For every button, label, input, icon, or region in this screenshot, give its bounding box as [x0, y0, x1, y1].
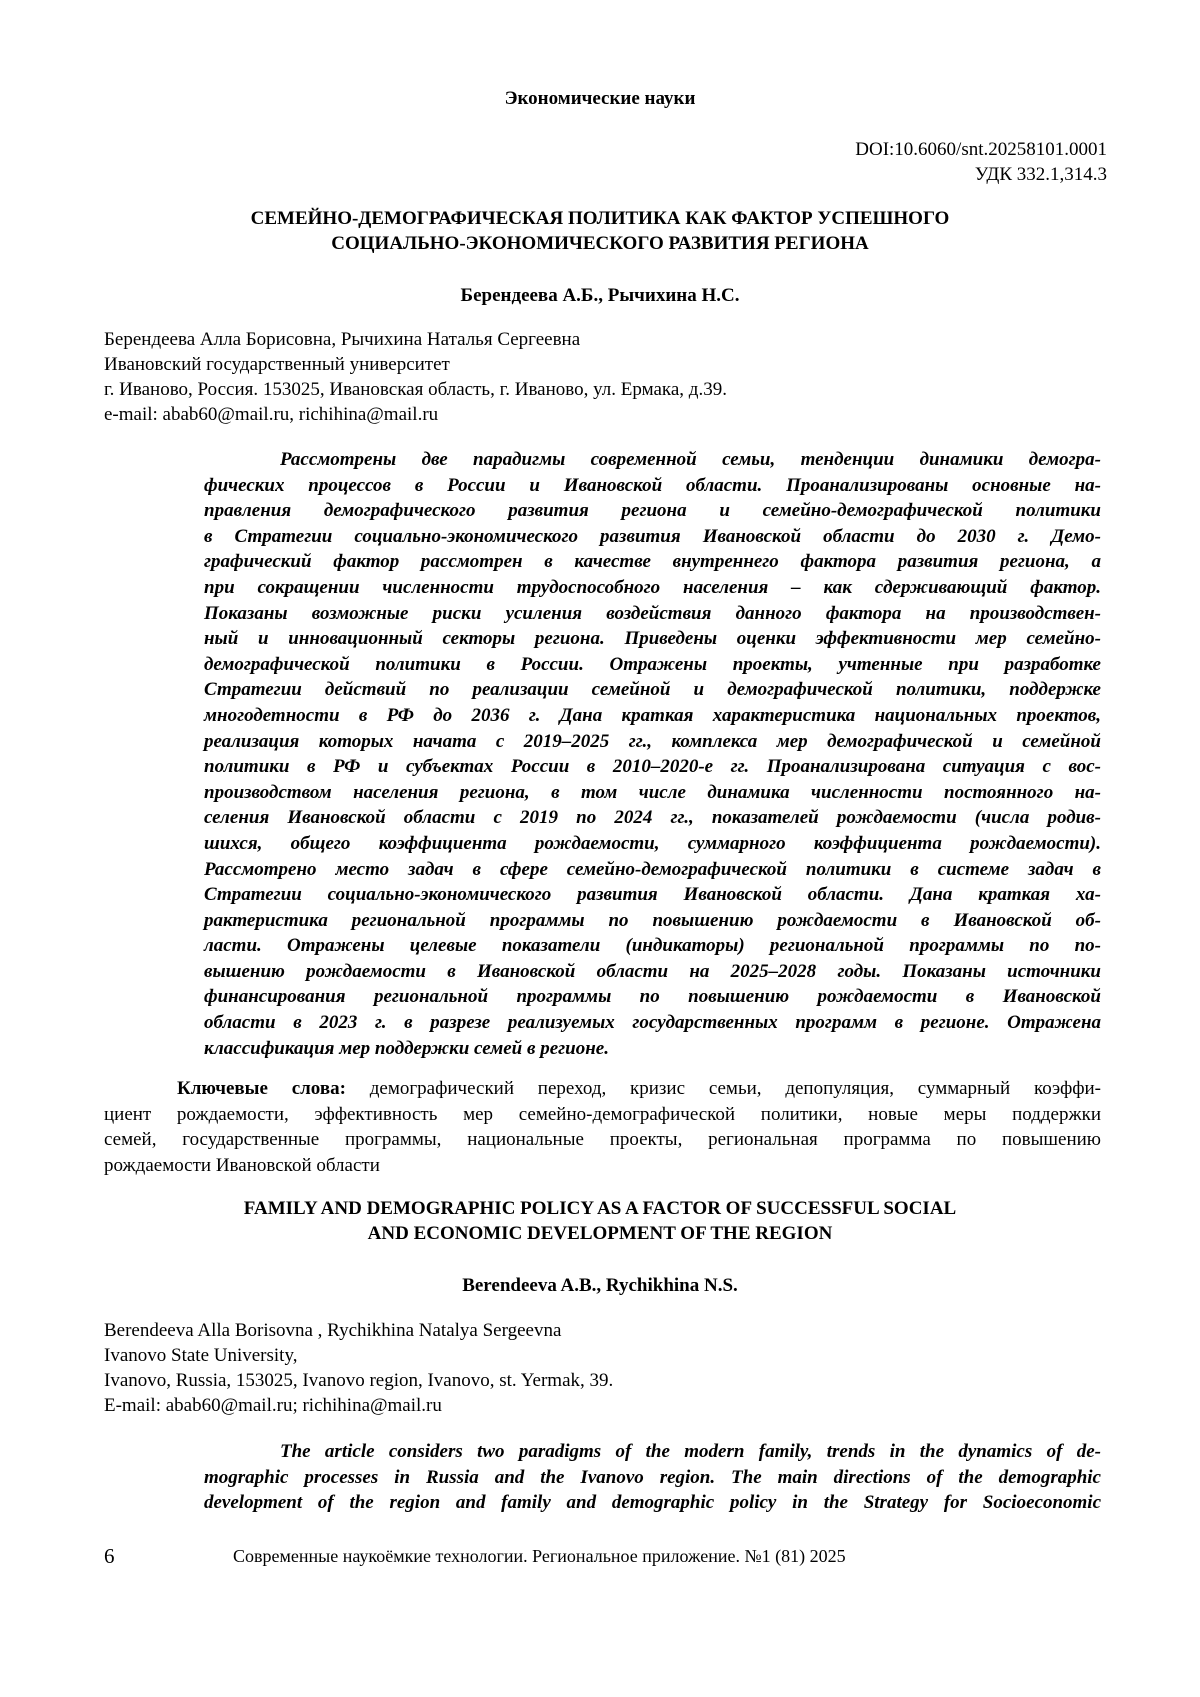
abstract-line: Рассмотрены две парадигмы современной семьи, тенденции динамики демогра-	[280, 449, 1101, 470]
abstract-line: селения Ивановской области с 2019 по 2024 гг., показателей рождаемости (числа родив-	[204, 807, 1101, 829]
abstract-line: в Стратегии социально-экономического развития Ивановской области до 2030 г. Демо-	[204, 525, 1101, 547]
abstract-line: графический фактор рассмотрен в качестве внутреннего фактора развития региона, а	[204, 551, 1101, 573]
en-author-names: Berendeeva Alla Borisovna , Rychikhina Natalya Sergeevna	[104, 1320, 562, 1341]
abstract-line: The article considers two paradigms of the modern family, trends in the dynamics of de-	[280, 1441, 1101, 1462]
abstract-line: development of the region and family and demographic policy in the Strategy for Socioeconomic	[204, 1492, 1101, 1514]
ru-abstract	[204, 447, 1101, 1061]
abstract-line: ласти. Отражены целевые показатели (индикаторы) региональной программы по по-	[204, 935, 1101, 957]
section-header: Экономические науки	[504, 88, 696, 109]
ru-title	[100, 206, 1100, 256]
page-number: 6	[104, 1544, 115, 1568]
abstract-line: Рассмотрено место задач в сфере семейно-демографической политики в системе задач в	[204, 858, 1101, 880]
ru-address: г. Иваново, Россия. 153025, Ивановская область, г. Иваново, ул. Ермака, д.39.	[104, 379, 727, 400]
abstract-line: mographic processes in Russia and the Ivanovo region. The main directions of the demographic	[204, 1466, 1101, 1488]
abstract-line: Стратегии действий по реализации семейной и демографической политики, поддержке	[204, 679, 1101, 701]
article-meta	[855, 137, 1107, 187]
keywords-line: рождаемости Ивановской области	[104, 1154, 380, 1176]
abstract-line: рактеристика региональной программы по повышению рождаемости в Ивановской об-	[204, 909, 1101, 931]
ru-authors: Берендеева А.Б., Рычихина Н.С.	[460, 285, 740, 306]
abstract-line: демографической политики в России. Отражены проекты, учтенные при разработке	[204, 653, 1101, 675]
en-abstract	[204, 1439, 1101, 1516]
udk: УДК 332.1,314.3	[974, 164, 1107, 185]
abstract-line: реализация которых начата с 2019–2025 гг., комплекса мер демографической и семейной	[204, 730, 1101, 752]
en-authors: Berendeeva A.B., Rychikhina N.S.	[462, 1275, 738, 1296]
ru-keywords	[104, 1076, 1101, 1178]
en-email: E-mail: abab60@mail.ru; richihina@mail.ru	[104, 1395, 442, 1416]
abstract-line: Стратегии социально-экономического развития Ивановской области. Дана краткая ха-	[204, 884, 1101, 906]
abstract-line: многодетности в РФ до 2036 г. Дана краткая характеристика национальных проектов,	[204, 704, 1101, 726]
en-affiliation	[104, 1318, 1104, 1418]
abstract-line: классификация мер поддержки семей в регионе.	[204, 1037, 609, 1059]
en-title	[100, 1196, 1100, 1246]
keywords-label: Ключевые слова:	[177, 1078, 346, 1099]
journal-name: Современные наукоёмкие технологии. Региональное приложение. №1 (81) 2025	[233, 1546, 846, 1566]
keywords-line: циент рождаемости, эффективность мер семейно-демографической политики, новые меры поддержки	[104, 1103, 1101, 1125]
abstract-line: производством населения региона, в том числе динамика численности постоянного на-	[204, 781, 1101, 803]
abstract-line: Показаны возможные риски усиления воздействия данного фактора на производствен-	[204, 602, 1101, 624]
ru-email: e-mail: abab60@mail.ru, richihina@mail.ru	[104, 404, 439, 425]
keywords-line: семей, государственные программы, национальные проекты, региональная программа по повышению	[104, 1129, 1101, 1151]
ru-title-line: СЕМЕЙНО-ДЕМОГРАФИЧЕСКАЯ ПОЛИТИКА КАК ФАКТОР УСПЕШНОГО	[250, 208, 950, 229]
abstract-line: ный и инновационный секторы региона. Приведены оценки эффективности мер семейно-	[204, 628, 1101, 650]
keywords-text: демографический переход, кризис семьи, депопуляция, суммарный коэффи-	[345, 1078, 1101, 1099]
en-title-line: FAMILY AND DEMOGRAPHIC POLICY AS A FACTOR OF SUCCESSFUL SOCIAL	[243, 1198, 957, 1219]
ru-university: Ивановский государственный университет	[104, 354, 450, 375]
keywords-line	[104, 1076, 1101, 1102]
en-university: Ivanovo State University,	[104, 1345, 298, 1366]
abstract-line: политики в РФ и субъектах России в 2010–2020-е гг. Проанализирована ситуация с вос-	[204, 756, 1101, 778]
abstract-line: вышению рождаемости в Ивановской области на 2025–2028 годы. Показаны источники	[204, 960, 1101, 982]
en-title-line: AND ECONOMIC DEVELOPMENT OF THE REGION	[367, 1223, 833, 1244]
abstract-line: фических процессов в России и Ивановской области. Проанализированы основные на-	[204, 474, 1101, 496]
abstract-line: правления демографического развития региона и семейно-демографической политики	[204, 500, 1101, 522]
abstract-line: области в 2023 г. в разрезе реализуемых государственных программ в регионе. Отражена	[204, 1012, 1101, 1034]
abstract-line: при сокращении численности трудоспособного населения – как сдерживающий фактор.	[204, 576, 1101, 598]
abstract-line: шихся, общего коэффициента рождаемости, суммарного коэффициента рождаемости).	[204, 832, 1101, 854]
ru-affiliation	[104, 327, 1104, 427]
abstract-line: финансирования региональной программы по повышению рождаемости в Ивановской	[204, 986, 1101, 1008]
ru-author-names: Берендеева Алла Борисовна, Рычихина Наталья Сергеевна	[104, 329, 581, 350]
doi: DOI:10.6060/snt.20258101.0001	[855, 139, 1107, 160]
en-address: Ivanovo, Russia, 153025, Ivanovo region, Ivanovo, st. Yermak, 39.	[104, 1370, 614, 1391]
ru-title-line: СОЦИАЛЬНО-ЭКОНОМИЧЕСКОГО РАЗВИТИЯ РЕГИОНА	[331, 233, 869, 254]
